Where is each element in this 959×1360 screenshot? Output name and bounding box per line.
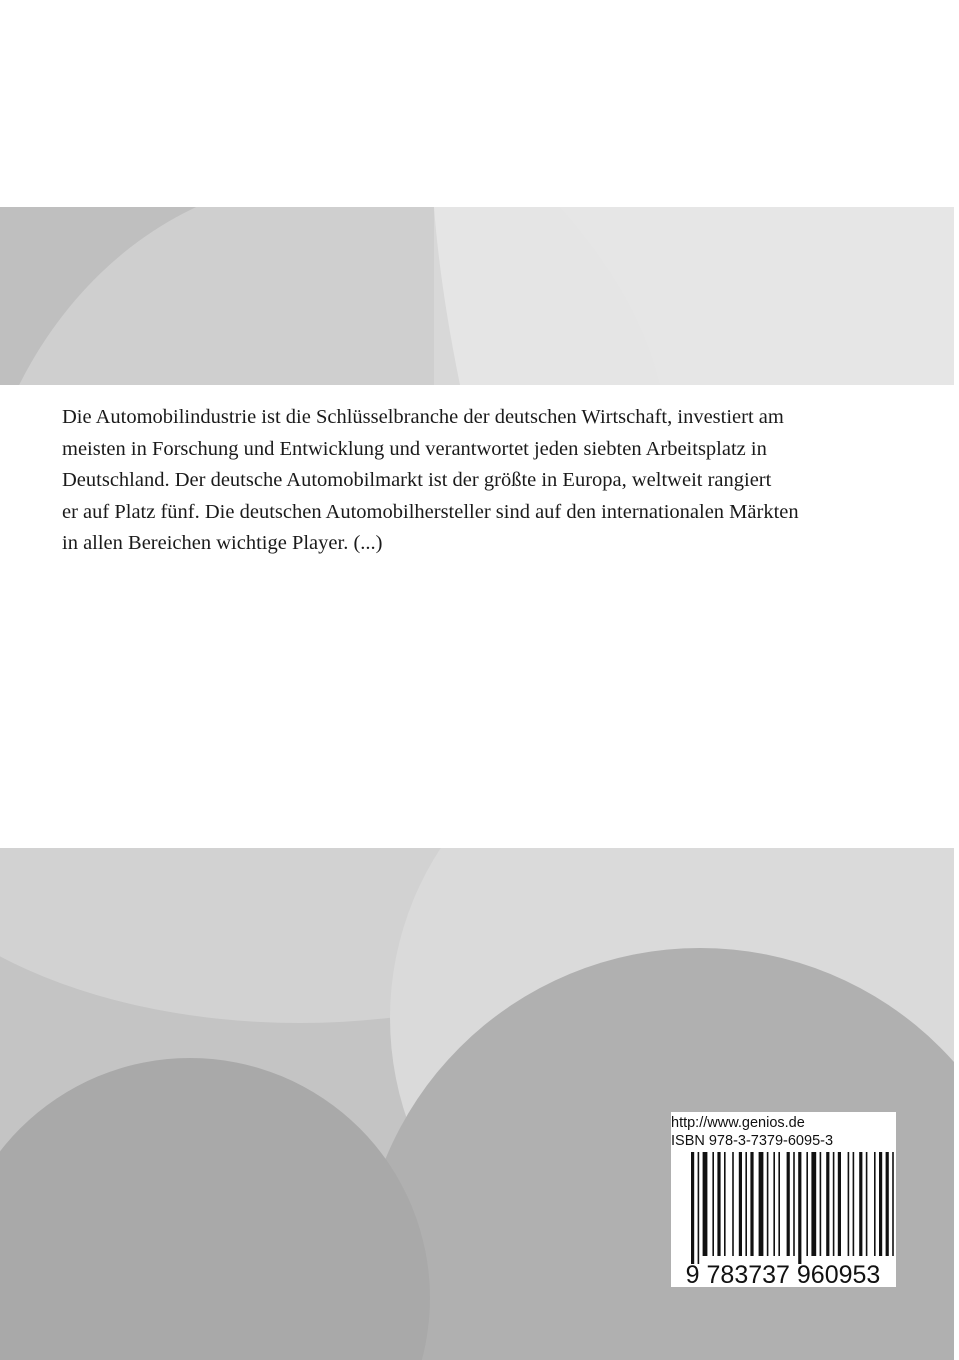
blurb-line: in allen Bereichen wichtige Player. (...)	[62, 532, 383, 554]
barcode-bar	[698, 1152, 700, 1264]
barcode-bar	[793, 1152, 795, 1256]
isbn-number: ISBN 978-3-7379-6095-3	[671, 1133, 834, 1149]
barcode-bar	[745, 1152, 747, 1256]
blurb-line: er auf Platz fünf. Die deutschen Automobilhersteller sind auf den internationalen Märkten	[62, 500, 799, 523]
barcode-bar	[826, 1152, 829, 1256]
barcode-bar	[853, 1152, 855, 1256]
barcode-bar	[767, 1152, 769, 1256]
barcode-bar	[806, 1152, 808, 1256]
barcode-bar	[820, 1152, 822, 1256]
barcode-bar	[739, 1152, 742, 1256]
barcode-bar	[691, 1152, 694, 1264]
barcode-bar	[712, 1152, 714, 1256]
barcode-bar	[886, 1152, 889, 1256]
barcode-bar	[787, 1152, 790, 1256]
top-decorative-band	[0, 207, 954, 385]
barcode-digits: 9 783737 960953	[685, 1261, 881, 1287]
barcode-bar	[833, 1152, 835, 1256]
barcode-bar	[848, 1152, 850, 1256]
top-circles-graphic	[0, 207, 954, 385]
back-cover-blurb	[62, 402, 882, 560]
barcode-bar	[879, 1152, 882, 1256]
barcode-bar	[750, 1152, 753, 1256]
barcode-bar	[866, 1152, 868, 1256]
barcode-bar	[838, 1152, 841, 1256]
barcode-bar	[759, 1152, 764, 1256]
barcode-bar	[717, 1152, 720, 1256]
barcode-bar	[732, 1152, 734, 1256]
publisher-url[interactable]: http://www.genios.de	[671, 1115, 805, 1131]
blurb-line: Die Automobilindustrie ist die Schlüsselbranche der deutschen Wirtschaft, investiert am	[62, 406, 784, 428]
publisher-isbn-block	[671, 1112, 896, 1287]
barcode-bar	[778, 1152, 780, 1256]
barcode-bar	[703, 1152, 708, 1256]
barcode-bar	[724, 1152, 726, 1256]
barcode-bar	[892, 1152, 894, 1256]
barcode-bar	[773, 1152, 775, 1256]
blurb-line: Deutschland. Der deutsche Automobilmarkt ist der größte in Europa, weltweit rangiert	[62, 469, 772, 491]
barcode-bar	[798, 1152, 801, 1264]
barcode-bar	[874, 1152, 876, 1256]
barcode-bar	[811, 1152, 816, 1256]
blurb-line: meisten in Forschung und Entwicklung und verantwortet jeden siebten Arbeitsplatz in	[62, 437, 767, 460]
barcode-icon	[671, 1152, 896, 1287]
barcode-bar	[859, 1152, 862, 1256]
